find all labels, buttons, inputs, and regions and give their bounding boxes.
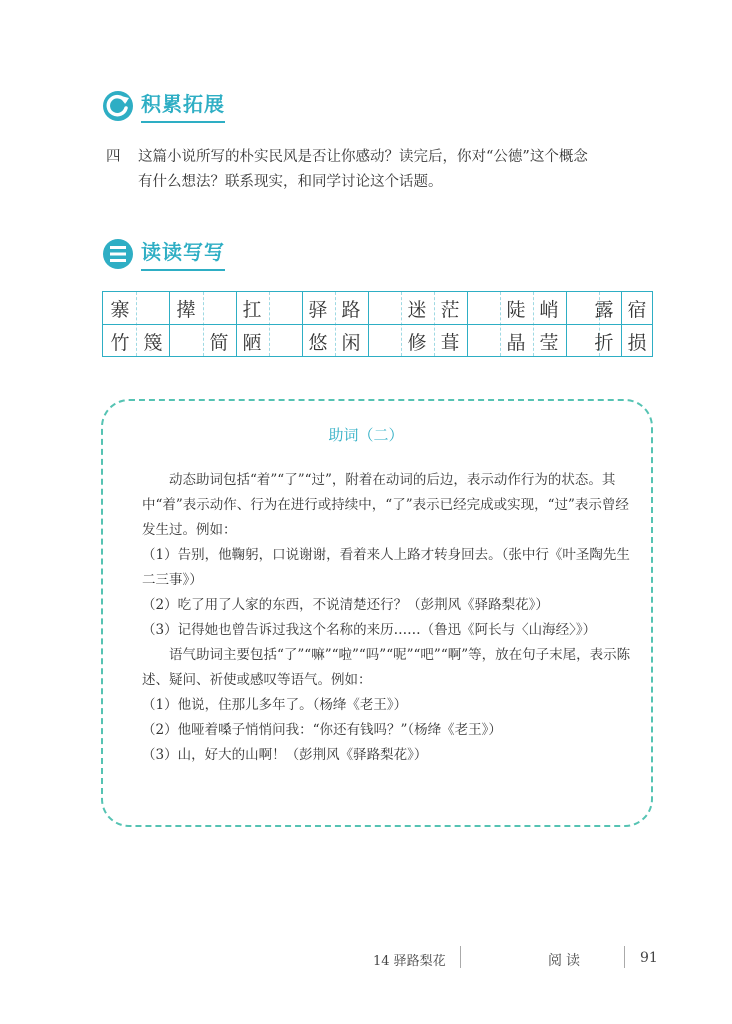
example-item: （1）告别，他鞠躬，口说谢谢，看着来人上路才转身回去。（张中行《叶圣陶先生二三事》） bbox=[142, 547, 630, 588]
grid-char: 宿 bbox=[627, 298, 647, 321]
grid-char: 闲 bbox=[341, 331, 361, 354]
grid-char: 陋 bbox=[242, 331, 262, 354]
paragraph: 语气助词主要包括“了”“嘛”“啦”“吗”“呢”“吧”“啊”等，放在句子末尾，表示陈述、疑问、祈使或感叹等语气。例如： bbox=[142, 647, 631, 688]
grid-char: 修 bbox=[407, 331, 427, 354]
footer-divider bbox=[624, 946, 625, 968]
grid-char: 寨 bbox=[110, 298, 130, 321]
footer-lesson-title: 14 驿路梨花 bbox=[373, 954, 446, 969]
grid-char: 陡 bbox=[506, 298, 526, 321]
question-block bbox=[106, 145, 666, 195]
grid-char: 葺 bbox=[440, 331, 460, 354]
section-header-accumulate bbox=[101, 88, 225, 123]
grid-char: 损 bbox=[627, 331, 647, 354]
question-text-line1: 这篇小说所写的朴实民风是否让你感动？读完后，你对“公德”这个概念 bbox=[138, 149, 588, 165]
question-number: 四 bbox=[106, 149, 121, 165]
question-text-line2: 有什么想法？联系现实，和同学讨论这个话题。 bbox=[138, 174, 443, 190]
footer-section-name: 阅读 bbox=[548, 953, 584, 969]
character-grid bbox=[102, 291, 653, 357]
example-item: （3）记得她也曾告诉过我这个名称的来历……（鲁迅《阿长与〈山海经〉》） bbox=[142, 622, 597, 638]
grid-char: 竹 bbox=[110, 331, 130, 354]
grammar-note-body bbox=[142, 468, 638, 768]
character-row-2 bbox=[103, 325, 652, 357]
example-item: （3）山，好大的山啊！（彭荆风《驿路梨花》） bbox=[142, 747, 428, 763]
grid-char: 迷 bbox=[407, 298, 427, 321]
character-row-1 bbox=[103, 292, 652, 325]
grid-char: 莹 bbox=[539, 331, 559, 354]
grid-char: 驿 bbox=[308, 298, 328, 321]
grid-char: 茫 bbox=[440, 298, 460, 321]
page-number: 91 bbox=[640, 950, 658, 966]
example-item: （2）吃了用了人家的东西，不说清楚还行？（彭荆风《驿路梨花》） bbox=[142, 597, 549, 613]
example-item: （1）他说，住那儿多年了。（杨绛《老王》） bbox=[142, 697, 408, 713]
section-header-read-write bbox=[101, 236, 225, 271]
grid-char: 撵 bbox=[176, 298, 196, 321]
grid-char: 扛 bbox=[242, 298, 262, 321]
grid-char: 简 bbox=[209, 331, 229, 354]
grid-char: 峭 bbox=[539, 298, 559, 321]
section-title: 积累拓展 bbox=[141, 88, 225, 123]
paragraph: 动态助词包括“着”“了”“过”，附着在动词的后边，表示动作行为的状态。其中“着”表示动作、行为在进行或持续中，“了”表示已经完成或实现，“过”表示曾经发生过。例如： bbox=[142, 472, 629, 538]
grid-char: 路 bbox=[341, 298, 361, 321]
grammar-note-title: 助词（二） bbox=[328, 426, 404, 444]
grid-char: 露 bbox=[594, 298, 614, 321]
grid-char: 折 bbox=[594, 331, 614, 354]
section-title: 读读写写 bbox=[141, 236, 225, 271]
grid-char: 悠 bbox=[308, 331, 328, 354]
grid-char: 晶 bbox=[506, 331, 526, 354]
example-item: （2）他哑着嗓子悄悄问我：“你还有钱吗？”（杨绛《老王》） bbox=[142, 722, 502, 738]
list-icon bbox=[101, 237, 135, 271]
grid-char: 篾 bbox=[143, 331, 163, 354]
refresh-arrow-icon bbox=[101, 89, 135, 123]
footer-divider bbox=[460, 946, 461, 968]
